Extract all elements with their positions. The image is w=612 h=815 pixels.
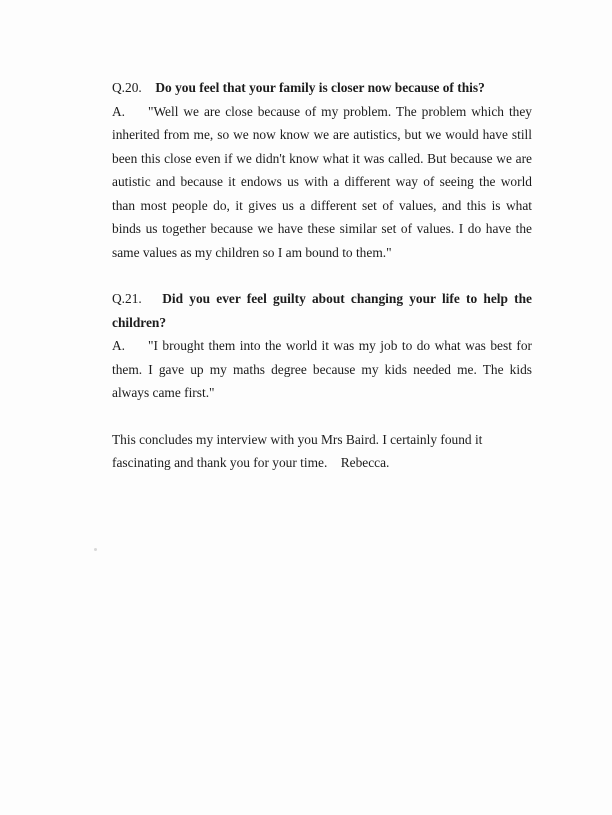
closing-paragraph — [112, 428, 512, 475]
answer-20-text: "Well we are close because of my problem. The problem which they inherited from me, so we now know we are autistics, but we would have still been this close even if we didn't know what it was called. But because we are autistic and because it endows us with a different way of seeing the world than most people do, it gives us a different set of values, and this is what binds us together because we have these similar set of values. I do have the same values as my children so I am bound to them." — [112, 103, 532, 260]
scan-speck — [94, 548, 97, 551]
question-21-text: Did you ever feel guilty about changing your life to help the children? — [112, 291, 532, 330]
question-21-block — [112, 287, 532, 405]
closing-text: This concludes my interview with you Mrs Baird. I certainly found it fascinating and thank you for your time. — [112, 431, 483, 470]
signature: Rebecca. — [340, 455, 390, 470]
answer-21 — [112, 334, 532, 405]
question-20-block — [112, 76, 532, 264]
answer-20-label: A. — [112, 103, 126, 119]
question-21 — [112, 287, 532, 334]
answer-21-text: "I brought them into the world it was my job to do what was best for them. I gave up my maths degree because my kids needed me. The kids always came first." — [112, 338, 532, 400]
question-21-number: Q.21. — [112, 291, 142, 306]
question-20 — [112, 76, 532, 100]
answer-20 — [112, 100, 532, 265]
answer-21-label: A. — [112, 338, 126, 353]
question-20-number: Q.20. — [112, 80, 142, 95]
interview-transcript — [112, 76, 532, 475]
question-20-text: Do you feel that your family is closer now because of this? — [155, 80, 485, 95]
